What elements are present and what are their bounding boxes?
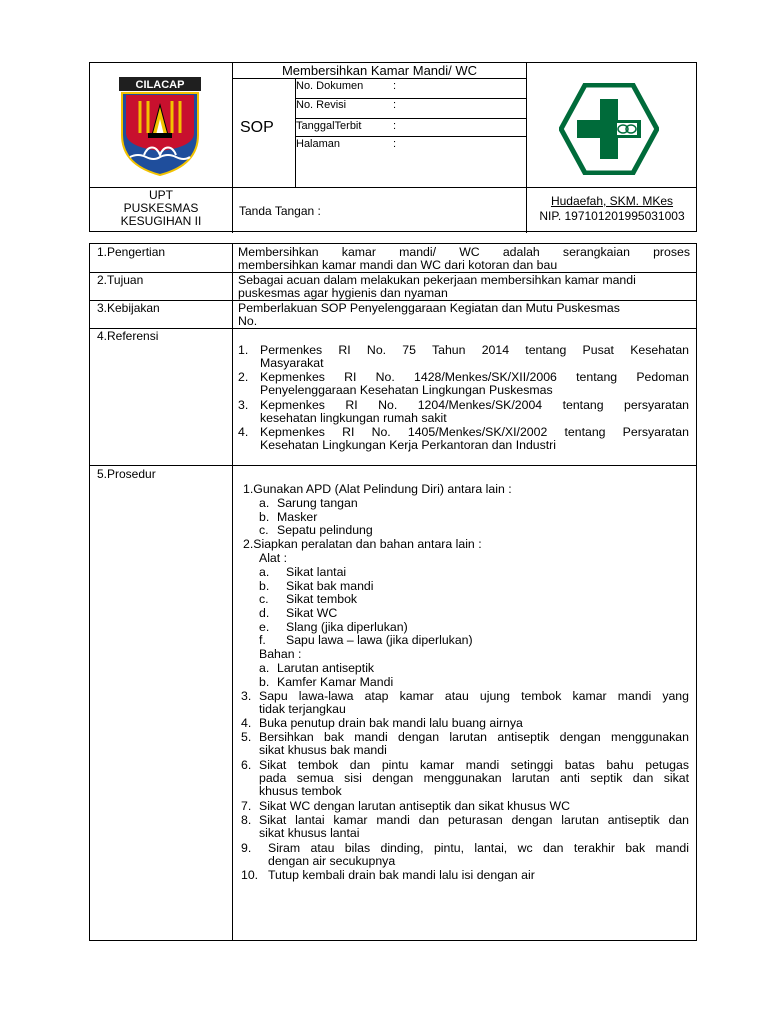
list-marker: a. (259, 661, 270, 675)
doc-field-colon: : (393, 138, 397, 150)
list-marker: f. (259, 633, 266, 647)
kebijakan-text: No. (238, 314, 258, 328)
apd-item: Sepatu pelindung (277, 523, 373, 537)
pengertian-text: membersihkan kamar mandi dan WC dari kotoran dan bau (238, 258, 558, 272)
step-number: 6. (241, 758, 252, 772)
table-divider (89, 328, 696, 329)
list-marker: b. (259, 675, 270, 689)
reference-item: Masyarakat (260, 356, 324, 370)
org-line: UPT (149, 188, 173, 202)
signer-nip: NIP. 197101201995031003 (539, 209, 685, 223)
table-divider (89, 465, 696, 466)
alat-item: Sikat lantai (286, 565, 347, 579)
reference-item: Kesehatan Lingkungan Kerja Perkantoran dan Industri (260, 438, 557, 452)
list-marker: d. (259, 606, 270, 620)
bahan-label: Bahan : (259, 647, 302, 661)
procedure-step: tidak terjangkau (259, 702, 346, 716)
table-divider (232, 243, 233, 941)
procedure-step: Sikat tembok dan pintu kamar mandi setinggi batas bahu petugas (259, 758, 689, 772)
signer-name: Hudaefah, SKM. MKes (550, 194, 674, 208)
list-marker: b. (259, 510, 270, 524)
procedure-step: Buka penutup drain bak mandi lalu buang airnya (259, 716, 523, 730)
reference-item: Kepmenkes RI No. 1204/Menkes/SK/2004 tentang persyaratan (260, 398, 689, 412)
header-divider (232, 63, 233, 233)
signer-block (527, 195, 697, 223)
signature-label: Tanda Tangan : (239, 204, 321, 218)
svg-text:CILACAP: CILACAP (135, 79, 185, 91)
procedure-step: Sapu lawa-lawa atap kamar atau ujung tembok kamar mandi yang (259, 689, 689, 703)
sop-header (89, 62, 697, 232)
section-label-tujuan: 2.Tujuan (97, 273, 144, 287)
doc-field-colon: : (393, 120, 397, 132)
step-number: 3. (241, 689, 252, 703)
reference-item: Kepmenkes RI No. 1405/Menkes/SK/XI/2002 tentang Persyaratan (260, 425, 689, 439)
alat-item: Sikat bak mandi (286, 579, 374, 593)
tujuan-text: Sebagai acuan dalam melakukan pekerjaan membersihkan kamar mandi (238, 273, 636, 287)
reference-number: 4. (238, 425, 249, 439)
tujuan-text: puskesmas agar hygienis dan nyaman (238, 286, 448, 300)
procedure-step: Bersihkan bak mandi dengan larutan antiseptik dengan menggunakan (259, 730, 689, 744)
alat-item: Slang (jika diperlukan) (286, 620, 408, 634)
procedure-step: sikat khusus lantai (259, 826, 360, 840)
list-marker: a. (259, 496, 270, 510)
org-line: KESUGIHAN II (120, 214, 202, 228)
alat-item: Sapu lawa – lawa (jika diperlukan) (286, 633, 473, 647)
org-line: PUSKESMAS (123, 201, 199, 215)
list-marker: a. (259, 565, 270, 579)
procedure-step: Tutup kembali drain bak mandi lalu isi dengan air (268, 868, 535, 882)
procedure-step: dengan air secukupnya (268, 854, 396, 868)
alat-item: Sikat tembok (286, 592, 358, 606)
procedure-step: Sikat WC dengan larutan antiseptik dan sikat khusus WC (259, 799, 570, 813)
section-label-kebijakan: 3.Kebijakan (97, 301, 160, 315)
procedure-step: pada semua sisi dengan menggunakan larutan anti septik dan sikat (259, 771, 689, 785)
procedure-step: 2.Siapkan peralatan dan bahan antara lain : (243, 537, 482, 551)
apd-item: Masker (277, 510, 318, 524)
cilacap-logo (118, 75, 202, 177)
apd-item: Sarung tangan (277, 496, 358, 510)
doc-field-colon: : (393, 80, 397, 92)
procedure-step: Siram atau bilas dinding, pintu, lantai, wc dan terakhir bak mandi (268, 841, 689, 855)
reference-number: 3. (238, 398, 249, 412)
org-name (90, 189, 232, 228)
puskesmas-logo (559, 83, 659, 175)
step-number: 9. (241, 841, 252, 855)
doc-field-label: No. Dokumen (296, 80, 364, 92)
step-number: 4. (241, 716, 252, 730)
bahan-item: Kamfer Kamar Mandi (277, 675, 394, 689)
reference-item: Permenkes RI No. 75 Tahun 2014 tentang Pusat Kesehatan (260, 343, 689, 357)
reference-number: 1. (238, 343, 249, 357)
step-number: 5. (241, 730, 252, 744)
sop-label: SOP (240, 119, 274, 136)
doc-field-label: Halaman (296, 138, 341, 150)
bahan-item: Larutan antiseptik (277, 661, 375, 675)
list-marker: b. (259, 579, 270, 593)
header-divider (233, 78, 526, 79)
reference-item: Penyelenggaraan Kesehatan Lingkungan Puskesmas (260, 383, 553, 397)
step-number: 8. (241, 813, 252, 827)
reference-item: Kepmenkes RI No. 1428/Menkes/SK/XII/2006 tentang Pedoman (260, 370, 689, 384)
kebijakan-text: Pemberlakuan SOP Penyelenggaraan Kegiatan dan Mutu Puskesmas (238, 301, 620, 315)
procedure-step: sikat khusus bak mandi (259, 743, 387, 757)
doc-field-colon: : (393, 99, 397, 111)
procedure-step: 1.Gunakan APD (Alat Pelindung Diri) antara lain : (243, 482, 512, 496)
pengertian-text: Membersihkan kamar mandi/ WC adalah serangkaian proses (238, 245, 690, 259)
list-marker: c. (259, 523, 269, 537)
doc-field-label: No. Revisi (296, 99, 347, 111)
alat-item: Sikat WC (286, 606, 338, 620)
step-number: 10. (241, 868, 259, 882)
section-label-prosedur: 5.Prosedur (97, 467, 156, 481)
procedure-step: khusus tembok (259, 784, 342, 798)
list-marker: e. (259, 620, 270, 634)
document-title: Membersihkan Kamar Mandi/ WC (281, 63, 478, 78)
list-marker: c. (259, 592, 269, 606)
section-label-referensi: 4.Referensi (97, 329, 159, 343)
reference-number: 2. (238, 370, 249, 384)
alat-label: Alat : (259, 551, 288, 565)
section-label-pengertian: 1.Pengertian (97, 245, 166, 259)
doc-field-label: TanggalTerbit (296, 120, 362, 132)
procedure-step: Sikat lantai kamar mandi dan peturasan dengan larutan antiseptik dan (259, 813, 689, 827)
header-divider (90, 187, 697, 188)
step-number: 7. (241, 799, 252, 813)
reference-item: kesehatan lingkungan rumah sakit (260, 411, 447, 425)
